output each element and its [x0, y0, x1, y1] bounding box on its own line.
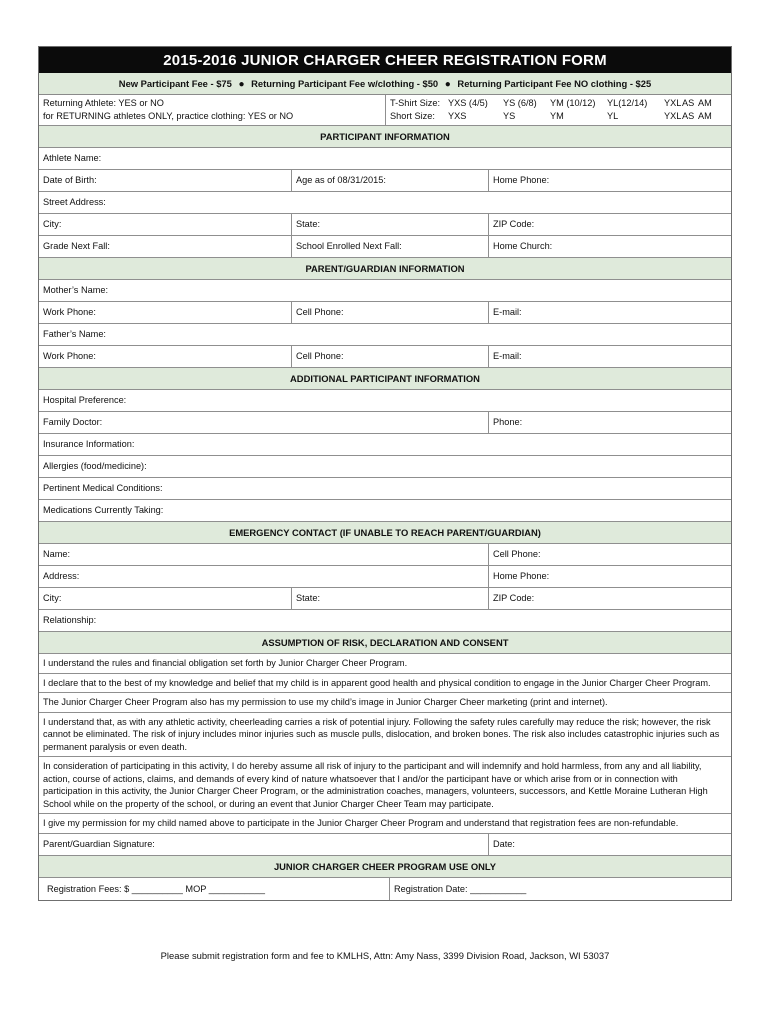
emergency-relationship-row: [39, 610, 731, 632]
bullet-icon: ●: [238, 79, 245, 90]
zip-field[interactable]: ZIP Code:: [488, 214, 731, 235]
tshirt-size-label: T-Shirt Size:: [390, 98, 441, 108]
father-name-row: [39, 324, 731, 346]
short-size-row[interactable]: [390, 110, 727, 123]
street-row: [39, 192, 731, 214]
emergency-contact-header: EMERGENCY CONTACT (IF UNABLE TO REACH PARENT/GUARDIAN): [39, 522, 731, 544]
parent-info-header: PARENT/GUARDIAN INFORMATION: [39, 258, 731, 280]
allergies-row: [39, 456, 731, 478]
home-phone-field[interactable]: Home Phone:: [488, 170, 731, 191]
registration-date-field[interactable]: Registration Date: ___________: [389, 878, 731, 900]
mother-email-field[interactable]: E-mail:: [488, 302, 731, 323]
registration-fees-field[interactable]: Registration Fees: $ __________ MOP ___________: [47, 883, 265, 894]
returning-athlete-field[interactable]: Returning Athlete: YES or NO: [43, 98, 164, 108]
age-field[interactable]: Age as of 08/31/2015:: [291, 170, 488, 191]
office-use-row: [39, 878, 731, 900]
tshirt-size-option[interactable]: YM (10/12): [550, 98, 596, 108]
medications-row: [39, 500, 731, 522]
form-title: 2015-2016 JUNIOR CHARGER CHEER REGISTRATION FORM: [39, 47, 731, 73]
school-field[interactable]: School Enrolled Next Fall:: [291, 236, 488, 257]
consent-paragraph: The Junior Charger Cheer Program also has my permission to use my child’s image in Junior Charger Cheer marketing (print and internet).: [39, 693, 731, 713]
short-size-option[interactable]: YL: [607, 111, 619, 121]
consent-paragraph: I give my permission for my child named above to participate in the Junior Charger Cheer Program and understand that registration fees are non-refundable.: [39, 814, 731, 834]
size-block: [385, 95, 731, 125]
father-contact-row: [39, 346, 731, 368]
emergency-city-row: [39, 588, 731, 610]
tshirt-size-row[interactable]: [390, 97, 727, 110]
mother-cell-phone-field[interactable]: Cell Phone:: [291, 302, 488, 323]
emergency-city-field[interactable]: City:: [43, 593, 62, 603]
emergency-zip-field[interactable]: ZIP Code:: [488, 588, 731, 609]
medical-conditions-field[interactable]: Pertinent Medical Conditions:: [43, 483, 163, 493]
tshirt-size-option[interactable]: YS (6/8): [503, 98, 537, 108]
consent-paragraph: I declare that to the best of my knowledge and belief that my child is in apparent good health and physical condition to engage in the Junior Charger Cheer Program.: [39, 674, 731, 694]
city-field[interactable]: City:: [43, 219, 62, 229]
returning-athlete-block: [39, 95, 385, 125]
emergency-address-field[interactable]: Address:: [43, 571, 80, 581]
doctor-row: [39, 412, 731, 434]
consent-paragraph: In consideration of participating in this activity, I do hereby assume all risk of injury to the participant and will indemnify and hold harmless, from any and all liability, action, course of actions, claims, and demands of every kind of nature whatsoever that I and/or the participant have or which arise from or in connection with participation in this activity, the Junior Charger Cheer Program, or the administration coaches, managers, volunteers, successors, and Kettle Moraine Lutheran High School while on the property of the school, or during an event that Junior Charger Cheer Team may participate.: [39, 757, 731, 814]
signature-row: [39, 834, 731, 856]
tshirt-size-option[interactable]: YL(12/14): [607, 98, 648, 108]
short-size-option[interactable]: AM: [698, 111, 712, 121]
emergency-state-field[interactable]: State:: [291, 588, 488, 609]
short-size-option[interactable]: YXL: [664, 111, 682, 121]
father-email-field[interactable]: E-mail:: [488, 346, 731, 367]
father-name-field[interactable]: Father’s Name:: [43, 329, 106, 339]
street-address-field[interactable]: Street Address:: [43, 197, 106, 207]
hospital-field[interactable]: Hospital Preference:: [43, 395, 127, 405]
conditions-row: [39, 478, 731, 500]
grade-row: [39, 236, 731, 258]
state-field[interactable]: State:: [291, 214, 488, 235]
mother-name-field[interactable]: Mother’s Name:: [43, 285, 109, 295]
father-cell-phone-field[interactable]: Cell Phone:: [291, 346, 488, 367]
hospital-row: [39, 390, 731, 412]
family-doctor-field[interactable]: Family Doctor:: [43, 417, 103, 427]
emergency-address-row: [39, 566, 731, 588]
emergency-name-row: [39, 544, 731, 566]
athlete-name-row: [39, 148, 731, 170]
mother-name-row: [39, 280, 731, 302]
participant-info-header: PARTICIPANT INFORMATION: [39, 126, 731, 148]
father-work-phone-field[interactable]: Work Phone:: [43, 351, 96, 361]
consent-header: ASSUMPTION OF RISK, DECLARATION AND CONSENT: [39, 632, 731, 654]
emergency-relationship-field[interactable]: Relationship:: [43, 615, 97, 625]
tshirt-size-option[interactable]: AS: [682, 98, 695, 108]
emergency-cell-field[interactable]: Cell Phone:: [488, 544, 731, 565]
emergency-home-phone-field[interactable]: Home Phone:: [488, 566, 731, 587]
consent-paragraph: I understand the rules and financial obligation set forth by Junior Charger Cheer Program.: [39, 654, 731, 674]
short-size-option[interactable]: AS: [682, 111, 695, 121]
insurance-field[interactable]: Insurance Information:: [43, 439, 135, 449]
tshirt-size-option[interactable]: AM: [698, 98, 712, 108]
short-size-label: Short Size:: [390, 111, 435, 121]
fee-returning-clothing: Returning Participant Fee w/clothing - $50: [251, 78, 439, 89]
home-church-field[interactable]: Home Church:: [488, 236, 731, 257]
additional-info-header: ADDITIONAL PARTICIPANT INFORMATION: [39, 368, 731, 390]
dob-field[interactable]: Date of Birth:: [43, 175, 97, 185]
grade-field[interactable]: Grade Next Fall:: [43, 241, 110, 251]
mother-contact-row: [39, 302, 731, 324]
bullet-icon: ●: [444, 79, 451, 90]
city-row: [39, 214, 731, 236]
allergies-field[interactable]: Allergies (food/medicine):: [43, 461, 147, 471]
submission-note: Please submit registration form and fee to KMLHS, Attn: Amy Nass, 3399 Division Road, Jackson, WI 53037: [160, 950, 610, 961]
tshirt-size-option[interactable]: YXL: [664, 98, 682, 108]
fee-new: New Participant Fee - $75: [118, 78, 232, 89]
doctor-phone-field[interactable]: Phone:: [488, 412, 731, 433]
consent-paragraph: I understand that, as with any athletic activity, cheerleading carries a risk of potential injury. Following the safety rules carefully may reduce the risk; however, the risk cannot be eliminated. The risk of injury includes minor injuries such as muscle pulls, dislocation, and broken bones. The risk also includes catastrophic injuries such as permanent paralysis or even death.: [39, 713, 731, 758]
tshirt-size-option[interactable]: YXS (4/5): [448, 98, 488, 108]
registration-form: [38, 46, 732, 901]
returning-and-sizes: [39, 95, 731, 126]
fee-returning-no-clothing: Returning Participant Fee NO clothing - $25: [457, 78, 652, 89]
short-size-option[interactable]: YS: [503, 111, 516, 121]
office-use-header: JUNIOR CHARGER CHEER PROGRAM USE ONLY: [39, 856, 731, 878]
fee-schedule: [39, 73, 731, 95]
medications-field[interactable]: Medications Currently Taking:: [43, 505, 164, 515]
practice-clothing-field[interactable]: for RETURNING athletes ONLY, practice clothing: YES or NO: [43, 111, 294, 121]
signature-field[interactable]: Parent/Guardian Signature:: [43, 838, 155, 849]
dob-row: [39, 170, 731, 192]
mother-work-phone-field[interactable]: Work Phone:: [43, 307, 96, 317]
insurance-row: [39, 434, 731, 456]
short-size-option[interactable]: YM: [550, 111, 564, 121]
emergency-name-field[interactable]: Name:: [43, 549, 71, 559]
athlete-name-field[interactable]: Athlete Name:: [43, 153, 102, 163]
short-size-option[interactable]: YXS: [448, 111, 467, 121]
signature-date-field[interactable]: Date:: [488, 834, 731, 855]
